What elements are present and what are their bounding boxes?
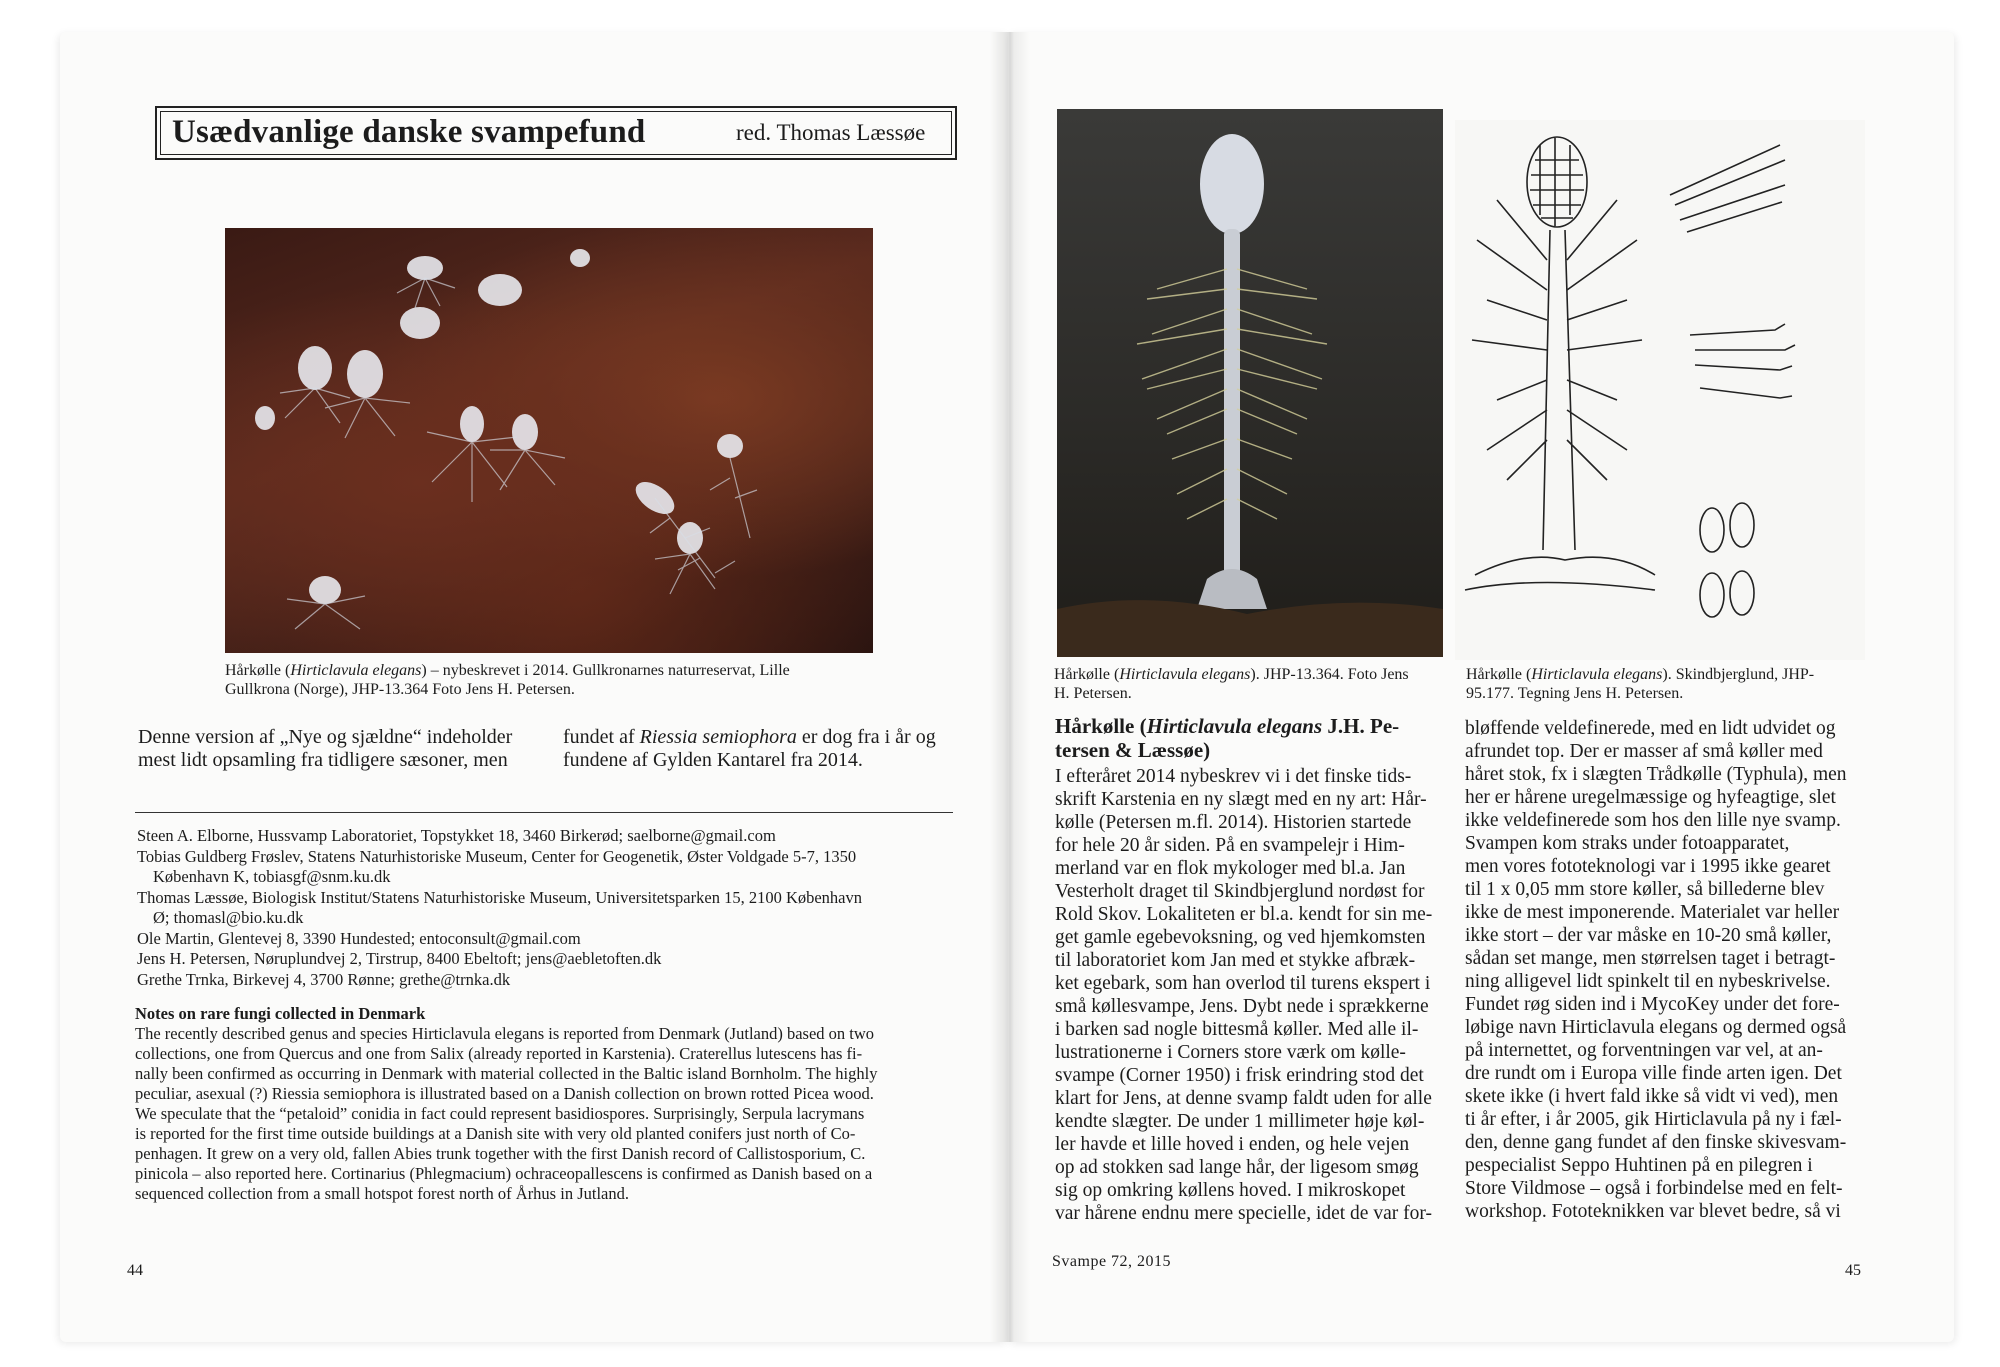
summary-line: nally been confirmed as occurring in Denmark with material collected in the Baltic island Bornholm. The highly [135, 1064, 878, 1083]
article-column-2: bløffende veldefinerede, med en lidt udvidet og afrundet top. Der er masser af små køller med håret stok, fx i slægten Trådkølle (Typhula), men her er hårene uregelmæssige og hyfeagtige, slet ikke veldefinerede som hos den lille nye svamp. Svampen kom straks under fotoapparatet, men vores fototeknologi var i 1995 ikke gearet til 1 x 0,05 mm store køller, så billederne blev ikke de mest imponerende. Materialet var heller ikke stort – der var måske en 10-20 små køller, sådan set mange, men størrelsen taget i betragt- ning alligevel lidt spinkelt til en nybeskrivelse. Fundet røg siden ind i MycoKey under det fore- løbige navn Hirticlavula elegans og dermed også på internettet, og forventningen var vel, at an- dre rundt om i Europa ville finde arten igen. Det skete ikke (i hvert fald ikke så vidt vi ved), men ti år efter, i år 2005, gik Hirticlavula på ny i fæl- den, denne gang fundet af den finske skivesvam- pespecialist Seppo Huhtinen på en pilegren i Store Vildmose – også i forbindelse med en felt- workshop. Fototeknikken var blevet bedre, så vi [1465, 718, 1847, 1222]
running-footer: Svampe 72, 2015 [1052, 1253, 1172, 1270]
page-title: Usædvanlige danske svampefund [172, 114, 646, 150]
summary-line: pinicola – also reported here. Cortinarius (Phlegmacium) ochraceopallescens is confirmed as Danish based on a [135, 1164, 873, 1183]
editor-credit: red. Thomas Læssøe [736, 120, 926, 145]
fungi-line-drawing [1455, 120, 1865, 660]
photo-caption-left: Hårkølle (Hirticlavula elegans) – nybeskrevet i 2014. Gullkronarnes naturreservat, Lille Gullkrona (Norge), JHP-13.364 Foto Jens H. Petersen. [225, 662, 790, 698]
intro-text-col1: Denne version af „Nye og sjældne“ indeholder mest lidt opsamling fra tidligere sæsoner, men [138, 726, 513, 771]
address-line: Ø; thomasl@bio.ku.dk [153, 908, 304, 927]
page-number-left: 44 [127, 1262, 143, 1279]
page-number-right: 45 [1845, 1262, 1861, 1279]
address-line: Grethe Trnka, Birkevej 4, 3700 Rønne; grethe@trnka.dk [137, 969, 511, 989]
address-line: Ole Martin, Glentevej 8, 3390 Hundested; entoconsult@gmail.com [137, 928, 581, 948]
photo-caption-right: Hårkølle (Hirticlavula elegans). JHP-13.364. Foto Jens H. Petersen. [1054, 666, 1409, 702]
separator-rule [135, 812, 953, 813]
author-addresses [137, 826, 967, 990]
english-summary [135, 1004, 955, 1204]
summary-heading: Notes on rare fungi collected in Denmark [135, 1004, 426, 1023]
summary-line: The recently described genus and species Hirticlavula elegans is reported from Denmark (Jutland) based on two [135, 1024, 875, 1043]
summary-line: penhagen. It grew on a very old, fallen Abies trunk together with the first Danish record of Callistosporium, C. [135, 1144, 866, 1163]
fungi-closeup-illustration [1057, 109, 1443, 657]
summary-line: We speculate that the “petaloid” conidia in fact could represent basidiospores. Surprisingly, Serpula lacrymans [135, 1104, 865, 1123]
drawing-caption: Hårkølle (Hirticlavula elegans). Skindbjerglund, JHP- 95.177. Tegning Jens H. Petersen. [1466, 666, 1815, 702]
address-line: Tobias Guldberg Frøslev, Statens Naturhistoriske Museum, Center for Geogenetik, Øster Voldgade 5-7, 1350 [137, 846, 857, 866]
address-line: Jens H. Petersen, Nøruplundvej 2, Tirstrup, 8400 Ebeltoft; jens@aebletoften.dk [137, 949, 662, 968]
address-line: Steen A. Elborne, Hussvamp Laboratoriet, Topstykket 18, 3460 Birkerød; saelborne@gmail.com [137, 826, 776, 845]
intro-text-col2: fundet af Riessia semiophora er dog fra i år og fundene af Gylden Kantarel fra 2014. [563, 726, 936, 771]
summary-line: is reported for the first time outside buildings at a Danish site with very old planted conifers just north of Co- [135, 1124, 856, 1143]
summary-line: peculiar, asexual (?) Riessia semiophora is illustrated based on a Danish collection on brown rotted Picea wood. [135, 1084, 874, 1103]
book-gutter [990, 32, 1030, 1342]
address-line: København K, tobiasgf@snm.ku.dk [153, 867, 391, 886]
fungi-photo-illustration [225, 228, 873, 653]
fungi-photo-hirticlavula-closeup [1057, 109, 1443, 657]
summary-line: collections, one from Quercus and one from Salix (already reported in Karstenia). Craterellus lutescens has fi- [135, 1044, 863, 1063]
article-subheading: Hårkølle (Hirticlavula elegans J.H. Pe- tersen & Læssøe) [1055, 714, 1400, 762]
summary-line: sequenced collection from a small hotspot forest north of Århus in Jutland. [135, 1184, 629, 1203]
fungi-photo-hirticlavula-norway [225, 228, 873, 653]
article-column-1: I efteråret 2014 nybeskrev vi i det finske tids- skrift Karstenia en ny slægt med en ny art: Hår- kølle (Petersen m.fl. 2014). Historien startede for hele 20 år siden. På en svampelejr i Him- merland var en flok mykologer med bl.a. Jan Vesterholt draget til Skindbjerglund nordøst for Rold Skov. Lokaliteten er bl.a. kendt for sin me- get gamle egebevoksning, og ved hjemkomsten til laboratoriet kom Jan med et stykke afbræk- ket egebark, som han overlod til turens ekspert i små køllesvampe, Jens. Dybt nede i sprækkerne i barken sad nogle bittesmå køller. Med alle il- lustrationerne i Corners store værk om kølle- svampe (Corner 1950) i frisk erindring stod det klart for Jens, at denne svamp faldt uden for alle kendte slægter. De under 1 millimeter høje køl- ler havde et lille hoved i enden, og hele vejen op ad stokken sad lange hår, der ligesom smøg sig op omkring køllens hoved. I mikroskopet var hårene endnu mere specielle, idet de var for- [1055, 766, 1433, 1224]
address-line: Thomas Læssøe, Biologisk Institut/Statens Naturhistoriske Museum, Universitetsparken 15, 2100 København [137, 887, 863, 907]
hirticlavula-drawing [1455, 120, 1865, 660]
